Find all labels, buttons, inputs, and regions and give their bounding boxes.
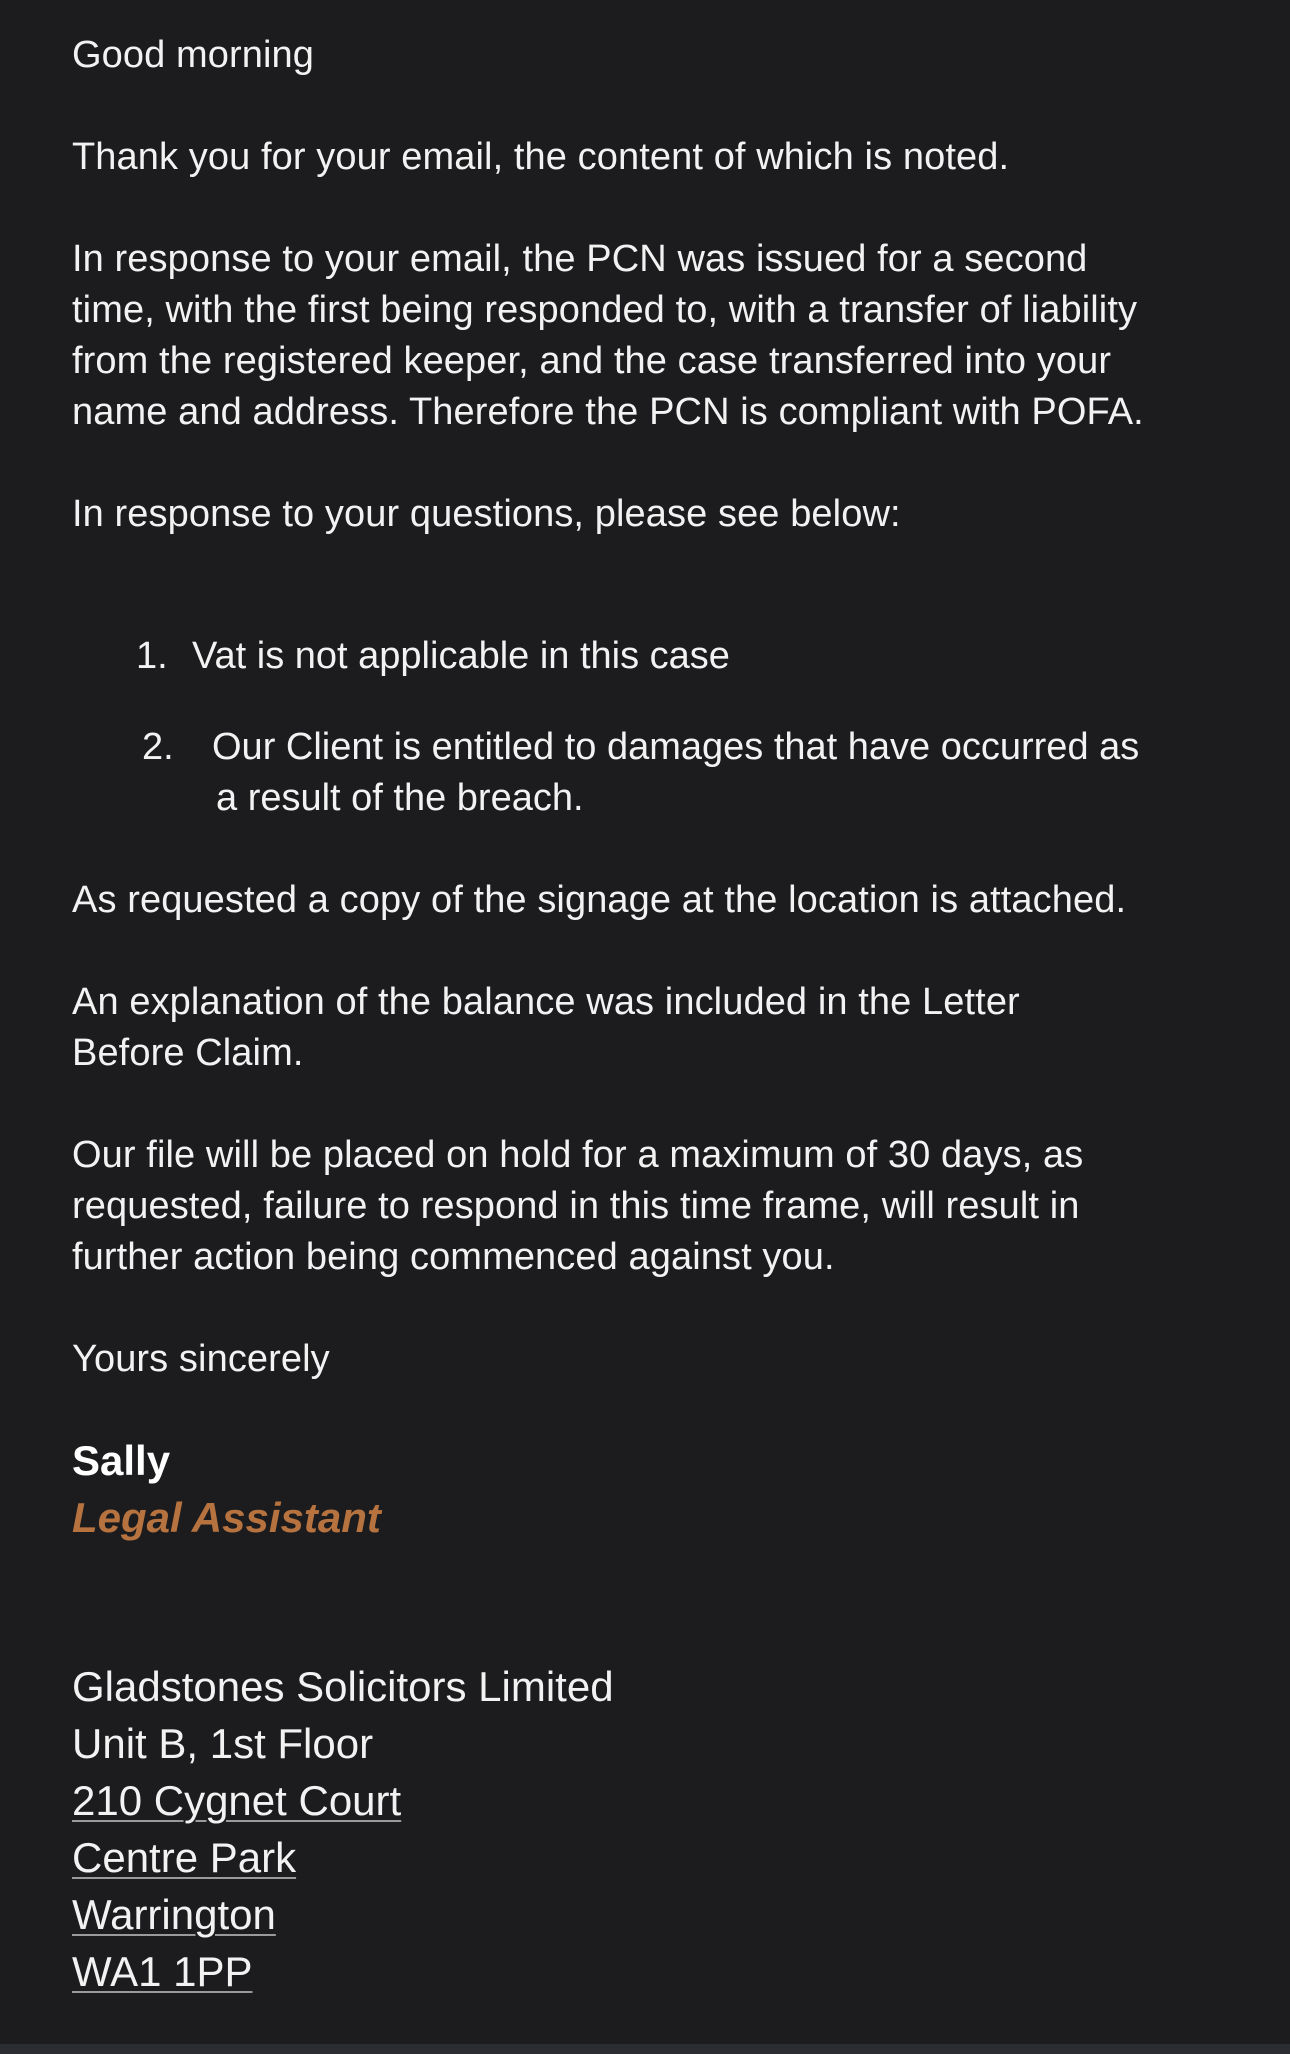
list-number: 1. [136,635,168,677]
bottom-divider [0,2044,1290,2054]
address-link-postcode[interactable]: WA1 1PP [72,1948,253,1995]
address-line-unit: Unit B, 1st Floor [72,1720,374,1767]
paragraph-balance-line-1: An explanation of the balance was included in the Letter [72,981,1020,1023]
paragraph-questions: In response to your questions, please see below: [72,493,901,535]
paragraph-balance-line-2: Before Claim. [72,1032,304,1074]
paragraph-thanks: Thank you for your email, the content of which is noted. [72,136,1010,178]
list-item-text: Vat is not applicable in this case [192,635,730,677]
paragraph-pcn-line-2: time, with the first being responded to, with a transfer of liability [72,289,1138,331]
paragraph-pcn-line-4: name and address. Therefore the PCN is compliant with POFA. [72,391,1144,433]
list-item-text: Our Client is entitled to damages that have occurred as [212,726,1140,768]
greeting: Good morning [72,34,315,76]
paragraph-hold-line-2: requested, failure to respond in this time frame, will result in [72,1185,1080,1227]
paragraph-hold-line-1: Our file will be placed on hold for a maximum of 30 days, as [72,1134,1084,1176]
paragraph-signage: As requested a copy of the signage at the location is attached. [72,879,1127,921]
signature-name: Sally [72,1437,171,1484]
list-item-text: a result of the breach. [216,777,584,819]
address-link-town[interactable]: Warrington [72,1891,276,1938]
paragraph-hold-line-3: further action being commenced against you. [72,1236,835,1278]
signature-title: Legal Assistant [72,1494,381,1541]
paragraph-pcn-line-1: In response to your email, the PCN was issued for a second [72,238,1088,280]
address-link-street[interactable]: 210 Cygnet Court [72,1777,402,1824]
address-link-area[interactable]: Centre Park [72,1834,297,1881]
list-number: 2. [142,726,174,768]
paragraph-pcn-line-3: from the registered keeper, and the case transferred into your [72,340,1112,382]
company-name: Gladstones Solicitors Limited [72,1663,614,1710]
closing: Yours sincerely [72,1338,330,1380]
